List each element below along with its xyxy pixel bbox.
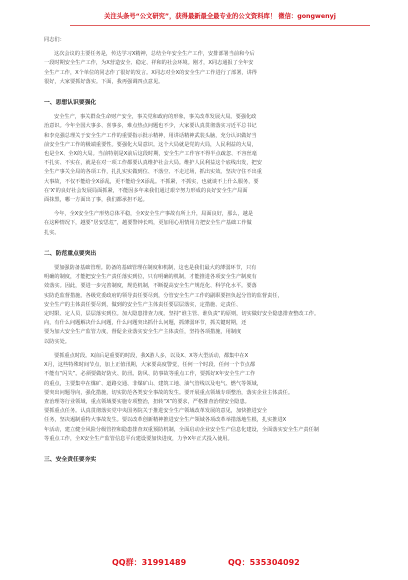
contact-footer bbox=[0, 557, 408, 573]
body-text-line: 效落实。因此，要进一步完善制度，规范机制，不断提高安全生产规范化、科学化水平。要落 bbox=[44, 283, 257, 290]
body-text-line: 定时限、定人员，层层落实到位。加大隐患排查力度。坚持“谁主管、谁负责”的原则，切实做好安全隐患排查整改工作。 bbox=[44, 311, 320, 318]
body-text-line: 一段时期安全生产工作，为X营造安全、稳定、祥和的社会环境。刚才，X同志通报了全年安 bbox=[44, 60, 254, 67]
body-text-line: 要加强防备基础管理。防备的基础管理在制度和机制，这也是我们最大的薄弱环节，只有 bbox=[54, 265, 257, 272]
body-text-line: 的重点，主要集中在煤矿、道路交通、非煤矿山、建筑工地、油气管线以及电气、燃气等领域， bbox=[44, 380, 262, 387]
body-text-line: 在'X'的良好社会发展局面抓紧，不能因多年来我们通过艰辛努力形成的良好安全生产局面 bbox=[44, 187, 248, 194]
body-text-line: 全生产工作，X个单位的同志作了很好的发言。X同志对全X的安全生产工作进行了部署，讲得 bbox=[44, 69, 257, 76]
body-text-line: 大事故，不仅不能给全X添乱，更不能给全X添乱。不抓紧，不抓实，也就谈不上什么服务，要 bbox=[44, 178, 259, 185]
body-text-line: 查治理等行业领域，重点领域要实施专项整治，扭转“X”的要求，严格排查治理安全隐患。 bbox=[44, 398, 250, 405]
body-text-line: 要突出问题导向，强化措施，切实防范各类安全事故的发生。要开展重点领域专项整治，落实企业主体责任。 bbox=[44, 389, 294, 396]
salutation: 同志们： bbox=[44, 37, 65, 43]
body-text-line: 也是全X、全X的大局。当前特别是X前后这段时期，安全生产工作容不得半点疏忽、不容丝毫 bbox=[44, 151, 257, 158]
section-heading: 一、思想认识要强化 bbox=[44, 100, 97, 107]
body-text-line: 扎实。 bbox=[44, 229, 60, 236]
body-text-line: 全生产事关全局的各项工作，扎扎实实做到位、不落空、不走过场，抓出实效。坚决守住不出重 bbox=[44, 169, 262, 176]
section-heading: 二、防范重点要突出 bbox=[44, 250, 97, 257]
body-text-line: 等重点工作，全X安全生产监管信息平台建设要加快进度，力争X年正式投入使用。 bbox=[44, 435, 233, 442]
body-text-line: 以防实处。 bbox=[44, 338, 70, 345]
body-text-line: 安全生产的主体责任要尽到，做到的安全生产主体责任要层层落实，定措施、定责任、 bbox=[44, 301, 242, 308]
body-text-line: 前安全生产工作的极端重要性。要强化大局意识。这个大局就是党的大局，人民利益的大局， bbox=[44, 141, 257, 148]
section-heading: 三、安全责任要夯实 bbox=[44, 456, 97, 463]
body-text-line: 向，有什么问题解决什么问题，什么问题突出抓什么问题，抓薄弱环节，抓关键时期，还 bbox=[44, 320, 247, 327]
body-text-line: 今年，全X安全生产形势总体平稳，全X安全生产事故有所上升，局面良好，那么，越是 bbox=[54, 211, 254, 218]
body-text-line: 在这种情况下，越要“居安思危”，越要警钟长鸣，更加用心用情用力把安全生产基础工作做 bbox=[44, 220, 252, 227]
body-text-line: 和李克强总理关于安全生产工作的重要指示批示精神，用讲话精神武装头脑，充分认识做好当 bbox=[44, 132, 257, 139]
body-text-line: 不扎实、不实在，就是在对一项工作都要认真维护社会大局。维护人民利益这个底线出发，把安 bbox=[44, 160, 262, 167]
body-text-line: X月，这些特殊时间节点，加上正值汛期，大家要高度警觉，任何一个时段、任何一个节点都 bbox=[44, 362, 256, 369]
body-text-line: 这次会议的主要任务是，传达学习X精神，总结全年安全生产工作，安排部署当前和今后 bbox=[54, 51, 255, 58]
body-text-line: 很好，大家要抓好落实。下面，我再强调四点意见。 bbox=[44, 78, 164, 85]
body-text-line: 要抓重点任务。认真贯彻落实党中央国务院关于推进安全生产领域改革发展的意见，加快推进安全 bbox=[44, 408, 268, 415]
body-text-line: 任务，坚决遏制重特大事故发生。要以改革创新精神推进安全生产领域各项改革举措落地生根，扎实推进X bbox=[44, 417, 287, 424]
body-text-line: 要抓重点时段。X前后是重要的时段，我X游人多，以及X、X等大型活动，都集中在X bbox=[54, 352, 249, 359]
body-text-line: 安全生产，事关群众生命财产安全，事关党和政府的形象，事关改革发展大局。要强化政 bbox=[54, 114, 257, 121]
promo-banner: 关注头条号“公文研究”，获得最新最全最专业的公文资料库！ 微信：gongwenyj bbox=[70, 9, 370, 26]
body-text-line: 明确的制度，才能把安全生产责任落实到位，只有明确的机制，才能推进各项安全生产制度有 bbox=[44, 274, 257, 281]
document-body bbox=[44, 36, 366, 470]
body-text-line: 面抹黑，哪一方面出了事，我们都承担不起。 bbox=[44, 197, 148, 204]
body-text-line: 年活动，建立健全风险分级管控和隐患排查双重预防机制，全面启动企业安全生产信息化建设，全面落实安全生产责任制 bbox=[44, 426, 319, 433]
qq-group-text: QQ群：31991489 bbox=[112, 558, 187, 567]
body-text-line: 不能有“闪失”。必须要做好防火、防汛、防风、防事故等重点工作，要抓好X年安全生产工作 bbox=[44, 371, 256, 378]
qq-number-text: QQ：535304092 bbox=[228, 558, 300, 567]
body-text-line: 实防范监督措施。各级党委政府的领导责任要尽到，分管安全生产工作的副职要担负起分管的监督责任， bbox=[44, 292, 283, 299]
body-text-line: 要为加大安全生产监管力度，督促企业落实安全生产主体责任，坚持各项措施，用制度 bbox=[44, 329, 242, 336]
body-text-line: 治意识。今年全国大事多、喜事多，难点热点问题也不少，大家要认真贯彻落实习近平总书记 bbox=[44, 123, 257, 130]
